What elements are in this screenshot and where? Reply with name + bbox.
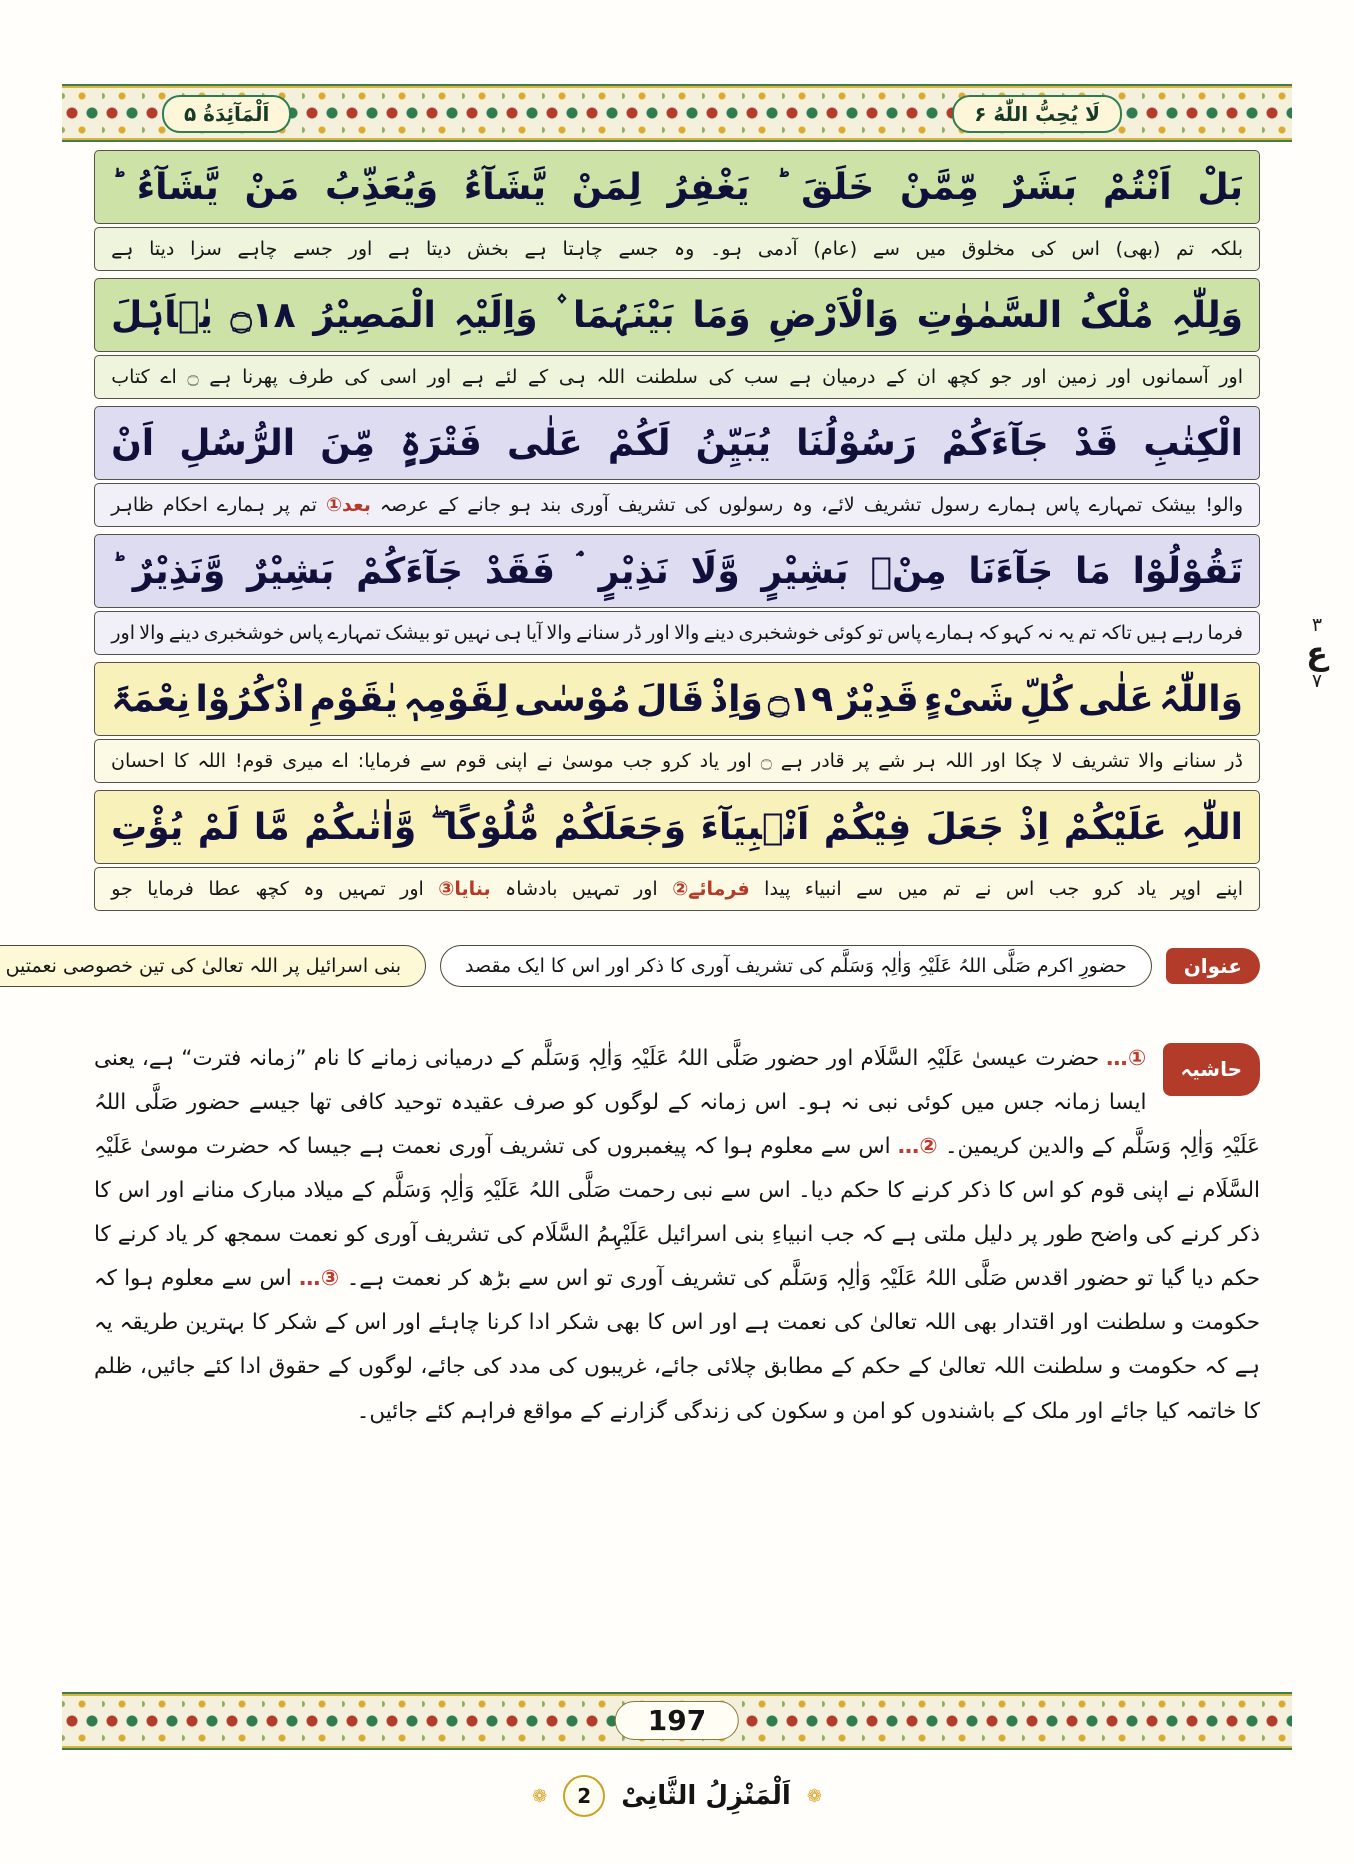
word: اس [1005,878,1035,900]
word: ہے [789,366,812,388]
ruku-number: ۷ [1311,670,1323,693]
word: نے [536,750,553,772]
word: کچھ [255,878,289,900]
word: تشریف [617,494,676,516]
word: عَلٰی [1077,678,1154,720]
word: ۝١٩ [768,678,834,720]
word: بَشِیْرٍ [761,550,849,592]
word: تمہارے [1088,494,1143,516]
surah-title-cartouche [162,95,291,133]
word: ۝ [187,366,199,388]
word: بعد① [325,494,371,516]
word: خَلَقَ [801,166,875,208]
word: کہو [1002,622,1033,644]
word: ہیں [1136,622,1168,644]
bottom-ornament-border [62,1692,1292,1750]
word: والو! [1205,494,1243,516]
word: کے [528,366,549,388]
word: وہ [303,878,324,900]
word: فَقَدْ [484,550,556,592]
word: جَآءَکُمْ [941,422,1049,464]
word: تمہیں [572,878,620,900]
word: مُلْکُ [1079,294,1154,336]
word: چکا [1014,750,1043,772]
word: اللہ [197,750,227,772]
word: آسمانوں [1141,366,1209,388]
word: وَّنَذِیْرٌ [132,550,226,592]
footnote-section [94,1037,1260,1434]
word: رسولوں [718,494,783,516]
word: وَجَعَلَکُمْ [553,806,687,848]
verse-list [94,150,1260,911]
word: لئے [494,366,518,388]
page-content [5,150,1260,1434]
word: وَّلَا [690,550,740,592]
word: سلطنت [635,366,698,388]
word: تاکہ [1100,622,1132,644]
word: اپنی [495,750,528,772]
ruku-count: ۳ [1311,614,1323,636]
word: اس [1071,238,1100,260]
word: والا [674,622,700,644]
word: مِنْۢ [870,550,947,592]
word: کی [1030,238,1056,260]
word: دیتا [149,238,175,260]
word: وَالْاَرْضِ [768,294,899,336]
word: تمہارے [327,622,381,644]
word: قوم [455,750,487,772]
word: کرو [661,750,691,772]
word: بَیْنَہُمَا [573,294,675,336]
word: بلکہ [1209,238,1243,260]
word: نہیں [453,622,491,644]
word: ہمارے [216,494,266,516]
word: مُّلُوْکًا [445,806,540,848]
word: بند [540,494,562,516]
word: احسان [111,750,165,772]
word: اذْکُرُوْا [195,678,305,720]
footer-manzil [0,1775,1354,1817]
word: نَذِیْرٍ [598,550,669,592]
word: دینے [703,622,735,644]
word: رَسُوْلُنَا [796,422,917,464]
arabic-verse-band [94,406,1260,480]
word: اور [1107,366,1132,388]
footnote-label-tag: حاشیہ [1163,1043,1260,1096]
word: عطا [208,878,242,900]
flower-icon: ❁ [532,1785,548,1807]
word: بنایا③ [438,878,491,900]
topic-item-1: حضورِ اکرم صَلَّی اللہُ عَلَیْہِ وَاٰلِہٖ وَسَلَّم کی تشریف آوری کا ذکر اور اس کا ایک مقصد [440,945,1152,987]
word: وَیُعَذِّبُ [324,166,439,208]
word: زمین [1057,366,1097,388]
word: آیا [525,622,543,644]
word: اور [646,622,670,644]
word: اور [1219,366,1243,388]
word: تَقُوْلُوْا [1132,550,1243,592]
word: یاد [1136,878,1157,900]
word: طرف [288,366,334,388]
word: ہے [388,238,411,260]
urdu-translation-band [94,355,1260,399]
manzil-number-medallion: 2 [563,1775,605,1817]
word: جَعَلَ [925,806,1005,848]
footnote-marker: ②… [897,1134,938,1160]
word: خوشخبری [738,622,820,644]
urdu-translation-band [94,739,1260,783]
word: لائے، [821,494,855,516]
urdu-translation-band [94,611,1260,655]
word: سنانے [1172,750,1217,772]
word: ۝ [760,750,772,772]
word: مخلوق [961,238,1016,260]
word: اللہ [596,366,625,388]
word: آوری [570,494,609,516]
word: پیدا [764,878,791,900]
word: سب [743,366,779,388]
word: کی [344,366,370,388]
word: بادشاہ [505,878,558,900]
word: اَنْتُمْ [1102,166,1172,208]
word: اور [111,622,135,644]
word: اَنْ [111,422,155,464]
word: جب [1048,878,1080,900]
word: جَآءَنَا [968,550,1054,592]
word: جسے [293,238,333,260]
word: موسیٰ [561,750,614,772]
word: اور [728,750,752,772]
word: تم [298,494,317,516]
word: فرمایا [147,878,194,900]
word: تو [434,622,450,644]
word: تم [1078,622,1097,644]
footnote-marker: ③… [298,1266,340,1292]
urdu-translation-band [94,227,1260,271]
word: اور [1022,366,1047,388]
word: تو [867,622,883,644]
word: ہے [524,238,547,260]
word: ہی [558,366,586,388]
word: الْمَصِیْرُ [313,294,436,336]
word: فرما [1207,622,1243,644]
word: فَتْرَۃٍ [400,422,482,464]
word: اور [982,750,1006,772]
urdu-translation-band [94,867,1260,911]
word: لَکُمْ [607,422,671,464]
word: الرُّسُلِ [179,422,296,464]
word: ہو۔ [710,238,743,260]
word: ظاہر [111,494,154,516]
word: السَّمٰوٰتِ [916,294,1063,336]
word: رسول [930,494,980,516]
word: بَلْ [1197,166,1243,208]
word: وہ [674,238,695,260]
word: (بھی) [1115,238,1161,260]
word: احکام [162,494,208,516]
word: دینے [168,622,200,644]
word: لَمْ [197,806,240,848]
word: وَلِلّٰہِ [1171,294,1243,336]
word: چاہے [237,238,278,260]
word: نہ [1037,622,1054,644]
word: ۝١٨ [230,294,296,336]
manzil-title: اَلْمَنْزِلُ الثَّانِیْ [621,1781,791,1811]
word: پاس [1045,494,1080,516]
arabic-verse-band [94,278,1260,352]
word: تشریف [863,494,922,516]
word: وَاِلَیْہِ [453,294,538,336]
word: کے [886,366,907,388]
word: قَدْ [1073,422,1119,464]
footnote-marker: ①… [1106,1046,1147,1071]
word: ہمارے [988,494,1037,516]
word: خوشخبری [203,622,285,644]
word: پاس [288,622,324,644]
word: ہر [914,750,936,772]
arabic-verse-band [94,790,1260,864]
urdu-translation-band [94,483,1260,527]
word: فرمائے② [672,878,750,900]
word: یُبَیِّنُ [695,422,771,464]
word: ہے [111,238,134,260]
word: یٰۤاَہْلَ [111,294,213,336]
word: تم [942,878,961,900]
word: ہے [209,366,232,388]
word: یہ [1057,622,1075,644]
word: (عام) [813,238,858,260]
word: لِقَوْمِہٖ [403,678,509,720]
word: سنانے [576,622,620,644]
word: یَّشَآءُ [136,166,219,208]
word: تمہیں [338,878,386,900]
word: پھرنا [242,366,278,388]
word: ڈر [624,622,642,644]
word: فِیْکُمْ [823,806,912,848]
word: والا [546,622,572,644]
topics-row [5,945,1260,987]
word: بَشَرٌ [1004,166,1078,208]
word: عرصہ [379,494,429,516]
top-ornament-border [62,84,1292,142]
word: شَیْءٍ [924,678,1015,720]
word: کے [438,494,459,516]
word: وہ [791,494,813,516]
ruku-ain-symbol: ع [1306,633,1328,672]
word: لِمَنْ [571,166,642,208]
word: میں [915,238,947,260]
word: ہے [780,750,804,772]
word: ہمارے [925,622,975,644]
word: مُوْسٰی [514,678,631,720]
word: نے [974,878,992,900]
word: آدمی [757,238,798,260]
word: اللہ [944,750,974,772]
word: ہو [510,494,532,516]
word: درمیان [822,366,876,388]
word: کا [173,750,189,772]
word: عَلٰی [506,422,583,464]
footnote-text: ①… حضرت عیسیٰ عَلَیْہِ السَّلَام اور حضور صَلَّی اللہُ عَلَیْہِ وَاٰلِہٖ وَسَلَّم کے درمیانی زمانے کا نام ”زمانہ فترت“ ہے، یعنی ایسا زمانہ جس میں کوئی نبی نہ ہو۔ اس زمانہ کے لوگوں کو صرف عقیدہ توحید کافی تھا جیسے حضور صَلَّی اللہُ عَلَیْہِ وَاٰلِہٖ وَسَلَّم کے والدین کریمین۔ ②… اس سے معلوم ہوا کہ پیغمبروں کی تشریف آوری نعمت ہے جیسا کہ حضرت موسیٰ عَلَیْہِ السَّلَام نے اپنی قوم کو اس کا ذکر کرنے کا حکم دیا۔ اس سے نبی رحمت صَلَّی اللہُ عَلَیْہِ وَاٰلِہٖ وَسَلَّم کے میلاد مبارک منانے اور اس کا ذکر کرنے کی واضح طور پر دلیل ملتی ہے کہ جب انبیاءِ بنی اسرائیل عَلَیْہِمُ السَّلَام کی تشریف آوری کو نعمت سمجھ کر یاد کرنے کا حکم دیا گیا تو حضور اقدس صَلَّی اللہُ عَلَیْہِ وَاٰلِہٖ وَسَلَّم کی تشریف آوری تو اس سے بڑھ کر نعمت ہے۔ ③… اس سے معلوم ہوا کہ حکومت و سلطنت اور اقتدار بھی اللہ تعالیٰ کی نعمت ہے اور اس کا بھی شکر ادا کرنا چاہئے اور اس کے شکر کا بہترین طریقہ یہ ہے کہ حکومت و سلطنت اللہ تعالیٰ کے حکم کے مطابق چلائی جائے، غریبوں کی مدد کی جائے، لوگوں کے حقوق ادا کئے جائیں، ظلم کا خاتمہ کیا جائے اور ملک کے باشندوں کو امن و سکون کی زندگی گزارنے کے مواقع فراہم کئے جائیں۔ [94,1046,1260,1424]
topic-label-tag: عنوان [1166,948,1260,984]
word: یُؤْتِ [111,806,184,848]
word: اور [348,238,373,260]
word: کی [708,366,734,388]
word: بیشک [385,622,431,644]
word: تشریف [1071,750,1130,772]
word: مَنْ [244,166,300,208]
word: پاس [887,622,922,644]
word: کہ [978,622,999,644]
word: بخش [467,238,509,260]
word: جسے [618,238,659,260]
word: جانے [467,494,502,516]
word: والا [1138,750,1164,772]
word: ڈر [1225,750,1243,772]
word: کرو [1093,878,1123,900]
word: کی [684,494,710,516]
juz-title: لَا يُحِبُّ اللّٰهُ ۶ [974,102,1100,126]
surah-title: اَلْمَآئِدَةُ ۵ [184,102,270,126]
word: رہے [1171,622,1204,644]
word: قَدِیْرٌ [838,678,919,720]
word: یَّشَآءُ [463,166,546,208]
word: تم [1176,238,1195,260]
word: کچھ [946,366,981,388]
word: یاد [699,750,720,772]
word: یَغْفِرُ [667,166,750,208]
word: وَمَا [692,294,751,336]
word: سے [419,750,447,772]
word: لا [1051,750,1063,772]
word: جب [622,750,653,772]
word: اور [400,878,424,900]
word: ہے [461,366,485,388]
word: اللّٰہِ [1181,806,1243,848]
word: کتاب [111,366,150,388]
word: اور [634,878,658,900]
word: اَنْۢبِیَآءَ [700,806,810,848]
word: الْکِتٰبِ [1143,422,1243,464]
ruku-margin-marker [1296,615,1338,692]
word: دیتا [426,238,452,260]
arabic-verse-band [94,534,1260,608]
word: مِّمَّنْ [899,166,979,208]
word: کُلِّ [1019,678,1073,720]
word: جَآءَکُمْ [356,550,464,592]
word: اوپر [1170,878,1202,900]
word: بیشک [1151,494,1197,516]
page-number: 197 [615,1701,739,1740]
word: فرمایا: [357,750,411,772]
word: میری [282,750,324,772]
word: وَاللّٰہُ [1158,678,1243,720]
arabic-verse-band [94,150,1260,224]
word: میں [897,878,929,900]
word: اور [427,366,452,388]
word: وَاِذْ [709,678,763,720]
word: قوم! [234,750,274,772]
word: ان [916,366,937,388]
word: شے [878,750,906,772]
word: اپنے [1215,878,1243,900]
word: اے [332,750,349,772]
word: جو [111,878,133,900]
word: قادر [812,750,845,772]
word: اسی [379,366,417,388]
word: یٰقَوْمِ [309,678,399,720]
word: عَلَیْکُمْ [1063,806,1167,848]
word: والا [139,622,165,644]
word: ہی [494,622,522,644]
word: انبیاء [804,878,842,900]
word: پر [274,494,290,516]
arabic-verse-band [94,662,1260,736]
word: سے [856,878,884,900]
word: مِّنَ [320,422,375,464]
flower-icon: ❁ [806,1785,822,1807]
word: مَا [1075,550,1111,592]
word: پر [853,750,870,772]
word: سزا [190,238,222,260]
word: چاہتا [562,238,603,260]
word: بَشِیْرٌ [247,550,335,592]
juz-title-cartouche [952,95,1122,133]
word: اِذْ [1018,806,1050,848]
word: قَالَ [636,678,705,720]
topic-item-2: بنی اسرائیل پر اللہ تعالیٰ کی تین خصوصی نعمتیں [0,945,426,987]
word: مَّا [253,806,290,848]
word: کوئی [823,622,864,644]
word: جو [990,366,1013,388]
word: اے [160,366,177,388]
word: وَّاٰتٰىکُمْ [304,806,417,848]
word: سے [872,238,900,260]
word: نِعْمَۃَ [111,678,191,720]
